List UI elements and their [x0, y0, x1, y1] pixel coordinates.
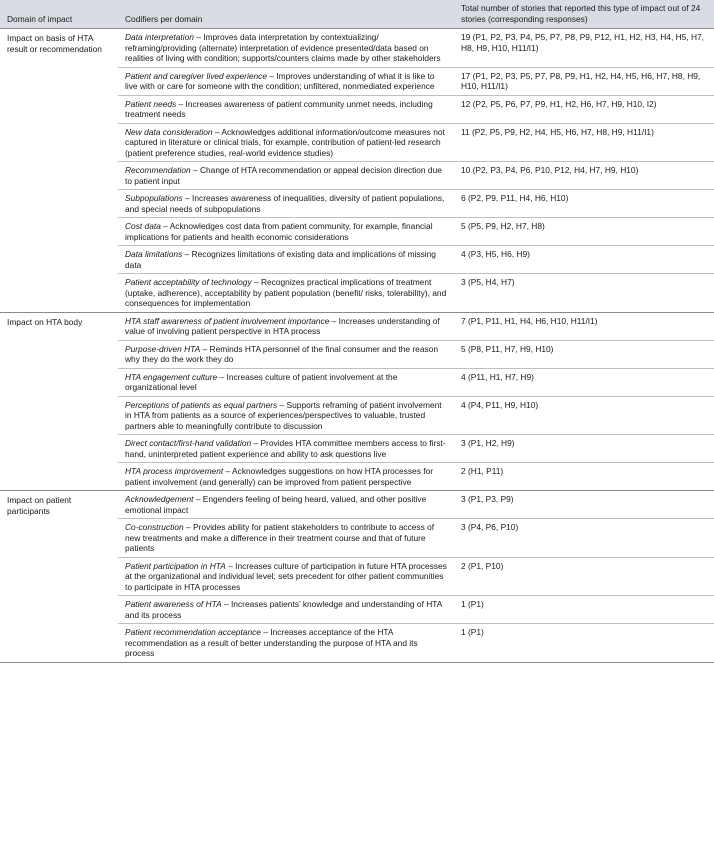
story-count-cell: 1 (P1) — [454, 596, 714, 624]
codifier-cell — [118, 274, 454, 313]
codifier-description: – Supports reframing of patient involvement in HTA from patients as a source of experiences/perspectives to valuable, trusted partners able to meaningfully contribute to discussion — [125, 399, 442, 431]
codifier-term: Patient participation in HTA — [125, 560, 226, 571]
codifier-description: – Change of HTA recommendation or appeal decision direction due to patient input — [125, 165, 442, 186]
codifier-cell — [118, 162, 454, 190]
codifier-term: Patient acceptability of technology — [125, 277, 252, 287]
codifier-cell — [118, 190, 454, 218]
codifier-cell — [118, 95, 454, 123]
story-count-cell: 4 (P4, P11, H9, H10) — [454, 396, 714, 435]
codifier-cell — [118, 368, 454, 396]
codifier-cell — [118, 557, 454, 596]
codifier-term: Co-construction — [125, 522, 184, 532]
codifier-cell — [118, 519, 454, 558]
codifier-term: Recommendation — [125, 165, 191, 175]
story-count-cell: 3 (P5, H4, H7) — [454, 274, 714, 313]
codifier-description: – Improves data interpretation by contextualizing/ reframing/providing (alternate) interpretation of evidence presented/data based on realities of living with condition; supports/counters claims made by other stakeholders — [125, 32, 441, 63]
header-total: Total number of stories that reported this type of impact out of 24 stories (corresponding responses) — [454, 0, 714, 29]
story-count-cell: 3 (P4, P6, P10) — [454, 519, 714, 558]
story-count-cell: 4 (P3, H5, H6, H9) — [454, 246, 714, 274]
codifier-term: Perceptions of patients as equal partners — [125, 399, 278, 410]
codifier-description: – Engenders feeling of being heard, valued, and other positive emotional impact — [125, 494, 427, 515]
codifier-cell — [118, 67, 454, 95]
codifier-cell — [118, 624, 454, 663]
codifier-cell — [118, 396, 454, 435]
codifier-cell — [118, 218, 454, 246]
story-count-cell: 3 (P1, H2, H9) — [454, 435, 714, 463]
domain-cell: Impact on patient participants — [0, 491, 118, 663]
table-row — [0, 491, 714, 519]
codifier-description: – Acknowledges additional information/outcome measures not captured in literature or clinical trials, for example, contribution of patient-led research (patient preference studies, real-world evidence studies) — [125, 126, 445, 158]
table-body — [0, 29, 714, 663]
codifier-term: HTA engagement culture — [125, 371, 218, 382]
codifier-cell — [118, 596, 454, 624]
story-count-cell: 19 (P1, P2, P3, P4, P5, P7, P8, P9, P12, H1, H2, H3, H4, H5, H7, H8, H9, H10, H11/I1) — [454, 29, 714, 68]
codifier-term: Direct contact/first-hand validation — [125, 438, 252, 448]
story-count-cell: 2 (H1, P11) — [454, 463, 714, 491]
story-count-cell: 2 (P1, P10) — [454, 557, 714, 596]
story-count-cell: 4 (P11, H1, H7, H9) — [454, 368, 714, 396]
codifier-description: – Increases understanding of value of involving patient perspective in HTA process — [125, 315, 440, 336]
codifier-term: Data limitations — [125, 249, 183, 259]
codifier-description: – Recognizes practical implications of treatment (uptake, adherence), acceptability by patient population (benefit/ risks, tolerability), and consequences for implementation — [125, 277, 447, 308]
codifier-cell — [118, 491, 454, 519]
codifier-cell — [118, 123, 454, 162]
codifier-cell — [118, 29, 454, 68]
story-count-cell: 1 (P1) — [454, 624, 714, 663]
codifier-description: – Increases awareness of patient community unmet needs, including treatment needs — [125, 98, 433, 119]
story-count-cell: 6 (P2, P9, P11, H4, H6, H10) — [454, 190, 714, 218]
codifier-description: – Increases acceptance of the HTA recommendation as a result of better understanding the purpose of HTA and its process — [125, 627, 418, 658]
table-row — [0, 312, 714, 340]
codifier-term: HTA process improvement — [125, 466, 224, 476]
codifier-term: HTA staff awareness of patient involvement importance — [125, 315, 330, 326]
codifier-term: New data consideration — [125, 126, 213, 137]
codifier-term: Cost data — [125, 221, 161, 231]
codifier-term: Acknowledgement — [125, 494, 194, 504]
codifier-description: – Increases culture of participation in future HTA processes at the organizational and individual level; sets precedent for other patient communities to participate in HTA processes — [125, 560, 447, 592]
codifier-cell — [118, 340, 454, 368]
domain-cell: Impact on basis of HTA result or recommendation — [0, 29, 118, 313]
codifier-term: Subpopulations — [125, 193, 183, 203]
domain-cell: Impact on HTA body — [0, 312, 118, 491]
codifier-cell — [118, 312, 454, 340]
story-count-cell: 17 (P1, P2, P3, P5, P7, P8, P9, H1, H2, H4, H5, H6, H7, H8, H9, H10, H11/I1) — [454, 67, 714, 95]
codifier-term: Patient awareness of HTA — [125, 599, 222, 609]
codifier-description: – Provides HTA committee members access to first-hand, uninterpreted patient experience and ability to ask questions live — [125, 438, 446, 459]
codifier-description: – Reminds HTA personnel of the final consumer and the reason why they do the work they do — [125, 343, 438, 364]
story-count-cell: 3 (P1, P3, P9) — [454, 491, 714, 519]
codifier-description: – Increases awareness of inequalities, diversity of patient populations, and special needs of subpopulations — [125, 193, 445, 214]
header-codifiers: Codifiers per domain — [118, 0, 454, 29]
codifier-description: – Acknowledges cost data from patient community, for example, financial implications for patients and health economic considerations — [125, 221, 433, 242]
codifier-description: – Improves understanding of what it is like to live with or care for someone with the condition; unfiltered, nonmediated experience — [125, 70, 435, 91]
codifier-cell — [118, 463, 454, 491]
codifier-description: – Provides ability for patient stakeholders to contribute to access of new treatments and make a difference in their treatment course and that of future patients — [125, 522, 435, 553]
story-count-cell: 5 (P5, P9, H2, H7, H8) — [454, 218, 714, 246]
codifier-term: Patient and caregiver lived experience — [125, 70, 267, 81]
codifier-cell — [118, 435, 454, 463]
codifier-description: – Acknowledges suggestions on how HTA processes for patient involvement (and generally) can be improved from patient perspective — [125, 466, 434, 487]
story-count-cell: 7 (P1, P11, H1, H4, H6, H10, H11/I1) — [454, 312, 714, 340]
codifier-description: – Increases culture of patient involvement at the organizational level — [125, 371, 398, 392]
header-domain: Domain of impact — [0, 0, 118, 29]
story-count-cell: 10 (P2, P3, P4, P6, P10, P12, H4, H7, H9, H10) — [454, 162, 714, 190]
table-row — [0, 29, 714, 68]
codifier-term: Patient needs — [125, 98, 177, 109]
codifier-description: – Increases patients’ knowledge and understanding of HTA and its process — [125, 599, 442, 620]
codifier-term: Data interpretation — [125, 32, 194, 42]
story-count-cell: 11 (P2, P5, P9, H2, H4, H5, H6, H7, H8, H9, H11/I1) — [454, 123, 714, 162]
codifier-term: Purpose-driven HTA — [125, 343, 201, 354]
header-row — [0, 0, 714, 29]
codifier-description: – Recognizes limitations of existing data and implications of missing data — [125, 249, 436, 270]
codifier-cell — [118, 246, 454, 274]
story-count-cell: 12 (P2, P5, P6, P7, P9, H1, H2, H6, H7, H9, H10, I2) — [454, 95, 714, 123]
codifier-term: Patient recommendation acceptance — [125, 627, 261, 637]
story-count-cell: 5 (P8, P11, H7, H9, H10) — [454, 340, 714, 368]
